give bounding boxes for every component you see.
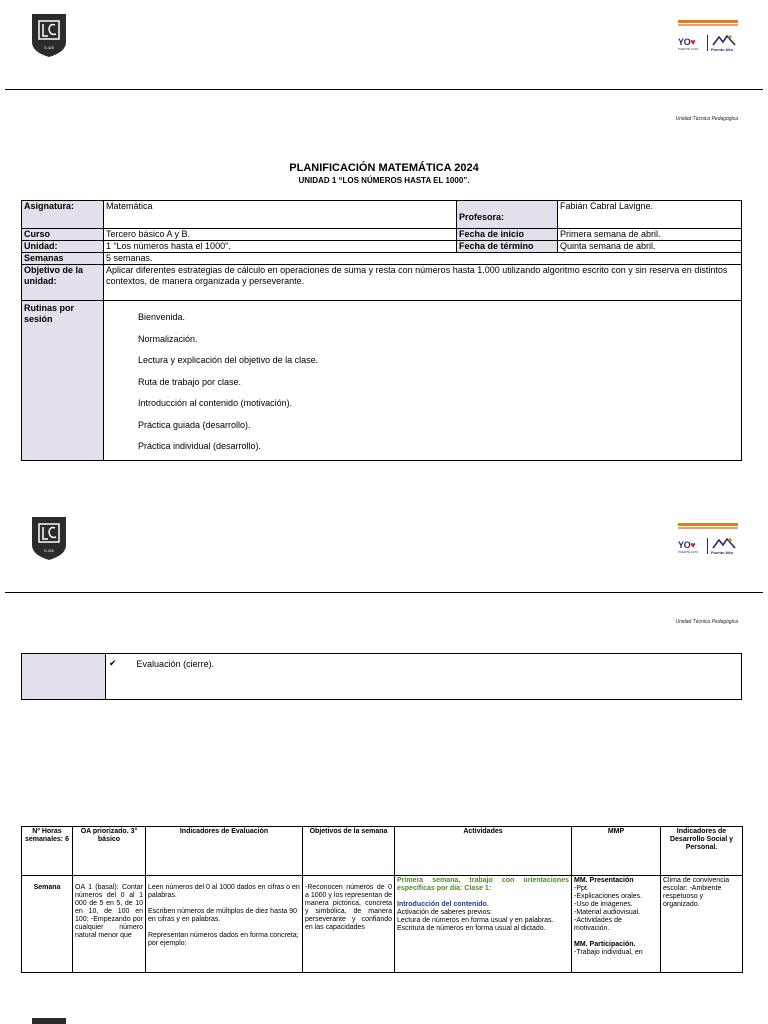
actividades-cell: [395, 876, 572, 973]
indicador-item: Escriben números de múltiplos de diez hasta 90 en cifras y en palabras.: [148, 908, 298, 923]
activity-line: Lectura de números en forma usual y en palabras.: [397, 917, 554, 924]
profesora-value: Fabián Cabral Lavigne.: [558, 201, 742, 229]
header-horas: Nº Horas semanales: 6: [22, 827, 73, 876]
inicio-value: Primera semana de abril.: [558, 229, 742, 241]
municipal-logo: [678, 20, 738, 60]
objetivos-cell: -Reconocen números de 0 a 1000 y los representan de manera pictórica, concreta y simbólica, de manera perseverante y confiando en las capacidades: [303, 876, 395, 973]
activity-line: Activación de saberes previos:: [397, 909, 492, 916]
activity-subheading: Introducción del contenido.: [397, 901, 489, 908]
termino-label: Fecha de término: [457, 241, 558, 253]
document-subtitle: UNIDAD 1 “LOS NÚMEROS HASTA EL 1000”.: [298, 176, 470, 185]
logo-band: [678, 527, 738, 529]
mmp-item: -Uso de imágenes.: [574, 901, 633, 908]
logo-divider: [707, 35, 708, 51]
social-cell: Clima de convivencia escolar: -Ambiente respetuoso y organizado.: [661, 876, 743, 973]
logo-divider: [707, 538, 708, 554]
school-crest-logo: [30, 515, 68, 561]
rutinas-list: [104, 301, 742, 461]
rutinas-label: Rutinas por sesión: [22, 301, 104, 461]
indicador-item: Leen números del 0 al 1000 dados en cifras o en palabras.: [148, 884, 300, 899]
semanas-value: 5 semanas.: [104, 253, 742, 265]
evaluation-label-cell: [22, 654, 106, 700]
unidad-label: Unidad:: [22, 241, 104, 253]
evaluation-cell: [106, 654, 742, 700]
header-separator: [5, 592, 763, 593]
logo-band: [678, 523, 738, 526]
logo-name: Puente Alto: [711, 550, 734, 555]
asignatura-label: Asignatura:: [22, 201, 104, 229]
mmp-item: -Trabajo individual, en: [574, 949, 643, 956]
list-item: Ruta de trabajo por clase.: [138, 376, 242, 387]
mmp-item: -Actividades de motivación.: [574, 917, 622, 932]
list-item: Lectura y explicación del objetivo de la clase.: [138, 355, 319, 366]
activity-heading: Primera semana, trabajo con orientaciones específicas por día: Clase 1:: [397, 877, 569, 892]
termino-value: Quinta semana de abril.: [558, 241, 742, 253]
mountain-icon: [712, 34, 736, 46]
mmp-item: -Ppt.: [574, 885, 589, 892]
heart-icon: ♥: [690, 540, 696, 550]
logo-band: [678, 20, 738, 23]
logo-subtext: PUENTE ALTO: [678, 47, 699, 51]
evaluation-text: Evaluación (cierre).: [136, 658, 215, 669]
mmp-title: MM. Participación.: [574, 941, 636, 948]
objetivo-value: Aplicar diferentes estrategias de cálculo en operaciones de suma y resta con números hasta 1.000 utilizando algoritmo escrito con y sin reserva en distintos contextos, de manera organizada y perseverante.: [104, 265, 742, 301]
list-item: Bienvenida.: [138, 312, 186, 323]
list-item: Introducción al contenido (motivación).: [138, 398, 293, 409]
header-mmp: MMP: [572, 827, 661, 876]
school-crest-logo: [30, 1016, 68, 1024]
activity-line: Escritura de números en forma usual al dictado.: [397, 925, 546, 932]
header-objetivos: Objetivos de la semana: [303, 827, 395, 876]
crest-text: E-425: [44, 46, 54, 50]
unidad-value: 1 “Los números hasta el 1000”.: [104, 241, 457, 253]
list-item: Normalización.: [138, 333, 198, 344]
header-indicadores: Indicadores de Evaluación: [146, 827, 303, 876]
evaluation-table: [21, 653, 742, 700]
logo-yo-text: YO♥: [678, 540, 696, 550]
mmp-title: MM. Presentación: [574, 877, 634, 884]
header-oa: OA priorizado. 3° básico: [73, 827, 146, 876]
curso-label: Curso: [22, 229, 104, 241]
municipal-logo: [678, 523, 738, 563]
mmp-item: -Explicaciones orales.: [574, 893, 643, 900]
mmp-item: -Material audiovisual.: [574, 909, 641, 916]
crest-text: E-425: [44, 549, 54, 553]
header-actividades: Actividades: [395, 827, 572, 876]
logo-subtext: PUENTE ALTO: [678, 550, 699, 554]
asignatura-value: Matemática: [104, 201, 457, 229]
mmp-cell: [572, 876, 661, 973]
list-item: Práctica guiada (desarrollo).: [138, 419, 251, 430]
logo-yo-text: YO♥: [678, 37, 696, 47]
oa-cell: OA 1 (basal): Contar números del 0 al 1 000 de 5 en 5, de 10 en 10, de 100 en 100: -Empezando por cualquier número natural menor que: [73, 876, 146, 973]
check-icon: ✔: [109, 658, 117, 668]
document-title: PLANIFICACIÓN MATEMÁTICA 2024: [289, 162, 479, 174]
heart-icon: ♥: [690, 37, 696, 47]
semana-cell: Semana: [22, 876, 73, 973]
utp-label: Unidad Técnica Pedagógica: [675, 619, 738, 625]
header-social: Indicadores de Desarrollo Social y Personal.: [661, 827, 743, 876]
semanas-label: Semanas: [22, 253, 104, 265]
curso-value: Tercero básico A y B.: [104, 229, 457, 241]
logo-band: [678, 24, 738, 26]
header-separator: [5, 89, 763, 90]
school-crest-logo: [30, 12, 68, 58]
table-row: [22, 876, 743, 973]
unit-info-table: [21, 200, 742, 461]
mountain-icon: [712, 537, 736, 549]
profesora-label: Profesora:: [457, 201, 558, 229]
logo-name: Puente Alto: [711, 47, 734, 52]
utp-label: Unidad Técnica Pedagógica: [675, 116, 738, 122]
objetivo-label: Objetivo de la unidad:: [22, 265, 104, 301]
indicador-item: Representan números dados en forma concreta; por ejemplo:: [148, 932, 299, 947]
list-item: Práctica individual (desarrollo).: [138, 441, 262, 452]
planning-table: [21, 826, 743, 973]
inicio-label: Fecha de inicio: [457, 229, 558, 241]
indicadores-cell: [146, 876, 303, 973]
